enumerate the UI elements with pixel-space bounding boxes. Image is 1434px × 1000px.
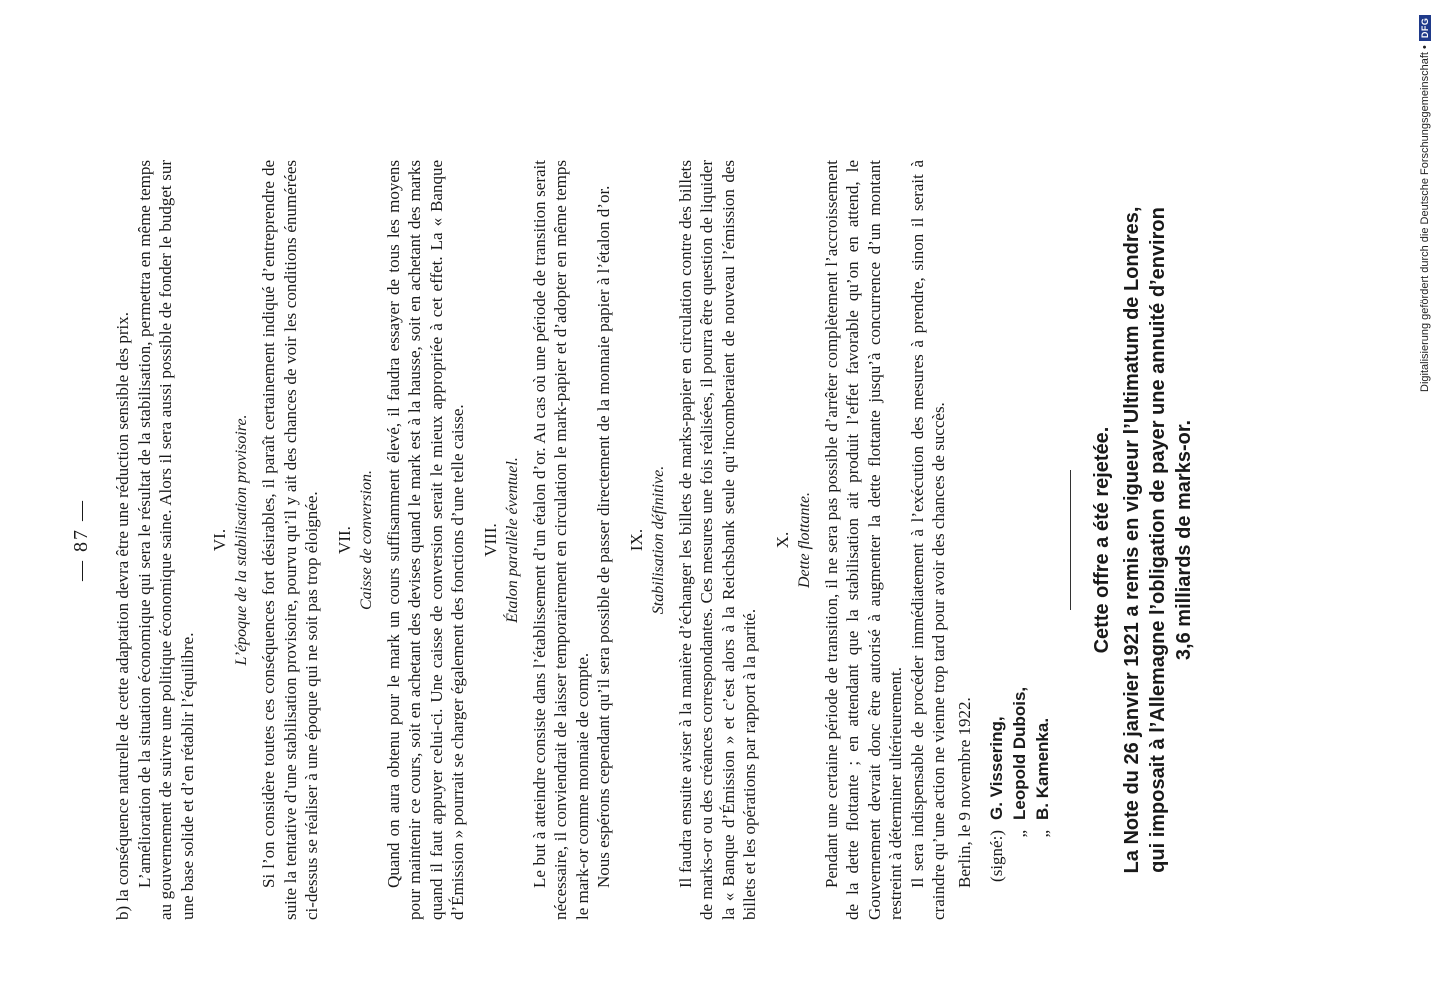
text-column [112, 160, 1197, 920]
section-vii-paragraph-1: Quand on aura obtenu pour le mark un cours suffisamment élevé, il faudra essayer de tous les moyens pour maintenir ce cours, soit en achetant des devises quand le mark est à la hausse, soit en achetant des marks quand il faut appuyer celui-ci. Une caisse de conversion serait le mieux appropriée à cet effet. La « Banque d’Émission » pourrait se charger également des fonctions d’une telle caisse. [383, 160, 467, 920]
section-ix-paragraph-1: Il faudra ensuite aviser à la manière d’échanger les billets de marks-papier en circulation contre des billets de marks-or ou des créances correspondantes. Ces mesures une fois réalisées, il pourra être question de liquider la « Banque d’Émission » et c’est alors à la Reichsbank seule qu’incomberaient de nouveau l’émission des billets et les opérations par rapport à la parité. [675, 160, 759, 920]
signature-row [1008, 160, 1031, 920]
note-heading: Cette offre a été rejetée. [1091, 426, 1113, 654]
ditto-mark: „ [1010, 830, 1029, 838]
page-number: — 87 — [70, 499, 92, 581]
closing-note [1089, 200, 1197, 880]
signatory-name: G. Vissering, [987, 716, 1006, 820]
section-vi-paragraph-1: Si l’on considère toutes ces conséquences fort désirables, il paraît certainement indiqué d’entreprendre de suite la tentative d’une stabilisation provisoire, pourvu qu’il y ait des chances de voir les conditions énumérées ci-dessus se réaliser à une époque qui ne soit pas trop éloignée. [259, 160, 321, 920]
section-title-x: Dette flottante. [795, 492, 813, 588]
section-viii-paragraph-1: Le but à atteindre consiste dans l’établissement d’un étalon d’or. Au cas où une période de transition serait nécessaire, il conviendrait de laisser temporairement en circulation le mark-papier et d’adopter en même temps le mark-or comme monnaie de compte. [529, 160, 592, 920]
section-number-ix: IX. [626, 528, 646, 552]
signatory-name: Leopold Dubois, [1010, 686, 1029, 820]
signature-row [1031, 160, 1054, 920]
section-title-vii: Caisse de conversion. [357, 470, 375, 610]
digitization-credit [1419, 15, 1431, 392]
dfg-logo: DFG [1419, 15, 1431, 42]
note-body: La Note du 26 janvier 1921 a remis en vigueur l’Ultimatum de Londres, qui imposait à l’Allemagne l’obligation de payer une annuité d’environ 3,6 milliards de marks-or. [1121, 206, 1195, 874]
section-number-vi: VI. [210, 528, 229, 552]
intro-paragraph: L’amélioration de la situation économique qui sera le résultat de la stabilisation, permettra en même temps au gouvernement de suivre une politique économique saine. Alors il sera aussi possible de fonder le budget sur une base solide et d’en rétablir l’équilibre. [134, 160, 197, 920]
section-x-paragraph-1: Pendant une certaine période de transition, il ne sera pas possible d’arrêter complètement l’accroissement de la dette flottante ; en attendant que la stabilisation ait produit l’effet favorable qu’on en attend, le Gouvernement devrait donc être autorisé à augmenter la dette flottante jusqu’à concurrence d’un montant restreint à déterminer ultérieurement. [821, 160, 905, 920]
section-viii-paragraph-2: Nous espérons cependant qu’il sera possible de passer directement de la monnaie papier à l’étalon d’or. [594, 185, 613, 888]
section-x-paragraph-2: Il sera indispensable de procéder immédiatement à l’exécution des mesures à prendre, sinon il serait à craindre qu’une action ne vienne trop tard pour avoir des chances de succès. [907, 160, 948, 920]
signature-row [985, 160, 1008, 920]
section-number-viii: VIII. [480, 523, 500, 557]
signatory-name: B. Kamenka. [1033, 717, 1052, 820]
signature-prefix: (signé:) [987, 830, 1006, 882]
item-b-paragraph: b) la conséquence naturelle de cette adaptation devra être une réduction sensible des prix. [113, 312, 132, 920]
credit-text: Digitalisierung gefördert durch die Deutsche Forschungsgemeinschaft • [1419, 45, 1431, 392]
section-title-ix: Stabilisation définitive. [649, 465, 667, 615]
section-title-viii: Étalon parallèle éventuel. [503, 457, 521, 623]
section-number-vii: VII. [334, 526, 354, 554]
section-title-vi: L’époque de la stabilisation provisoire. [233, 414, 250, 666]
signature-block [985, 160, 1054, 920]
place-date: Berlin, le 9 novembre 1922. [954, 697, 974, 888]
rotated-document-page [70, 160, 1330, 920]
separator-rule [1070, 470, 1071, 610]
section-number-x: X. [772, 531, 792, 549]
ditto-mark: „ [1033, 830, 1052, 838]
